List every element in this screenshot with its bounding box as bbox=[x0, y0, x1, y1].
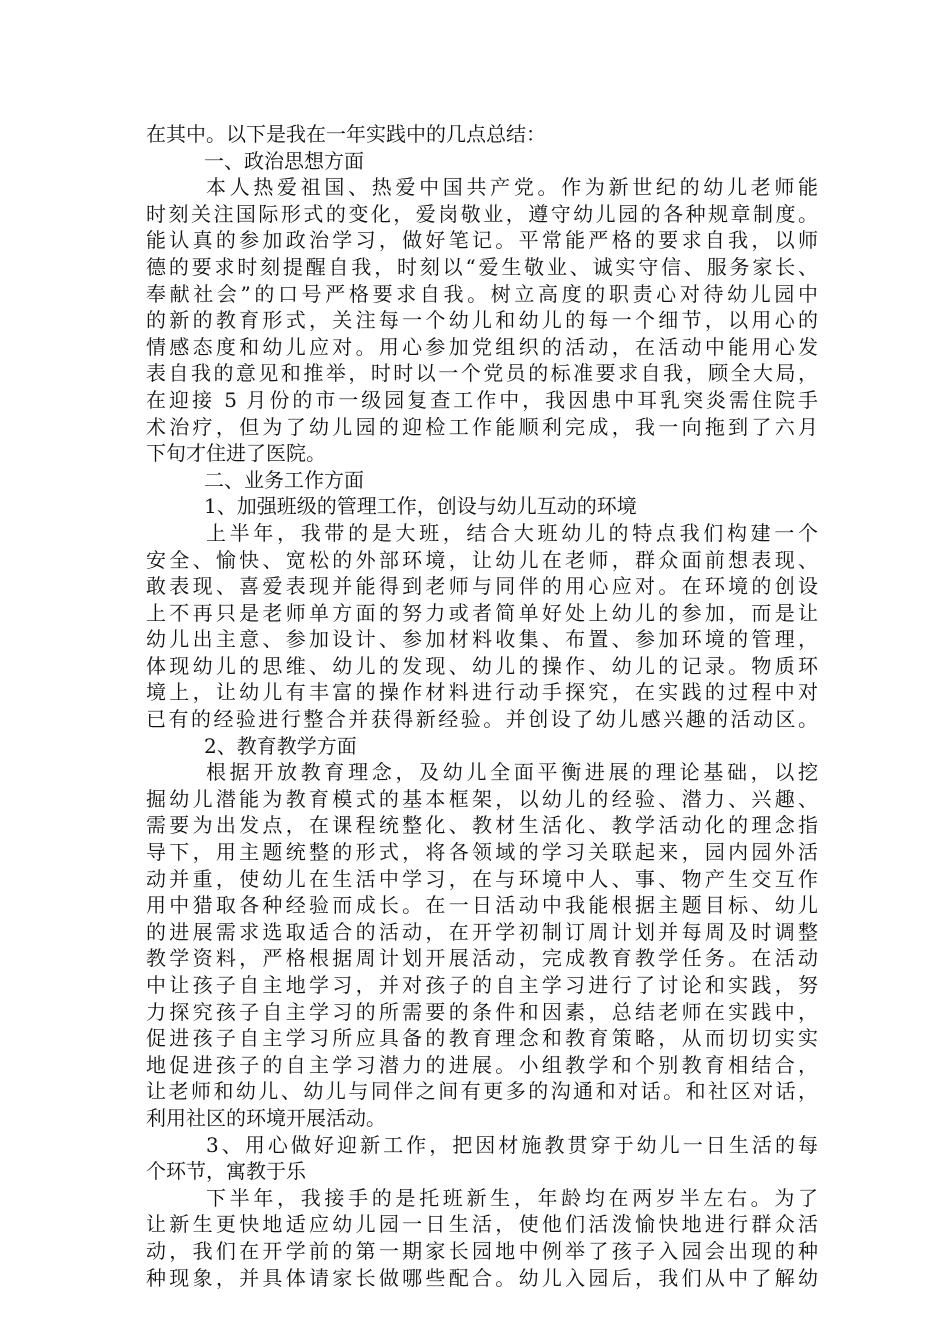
text-line: 境上，让幼儿有丰富的操作材料进行动手探究，在实践的过程中对 bbox=[146, 680, 818, 705]
text-line: 表自我的意见和推举，时时以一个党员的标准要求自我，顾全大局， bbox=[146, 361, 818, 386]
text-line: 掘幼儿潜能为教育模式的基本框架，以幼儿的经验、潜力、兴趣、 bbox=[146, 786, 818, 811]
text-line: 教学资料，严格根据周计划开展活动，完成教育教学任务。在活动 bbox=[146, 946, 818, 971]
text-line: 利用社区的环境开展活动。 bbox=[146, 1105, 386, 1130]
text-line: 敢表现、喜爱表现并能得到老师与同伴的用心应对。在环境的创设 bbox=[146, 574, 818, 599]
text-line: 一、政治思想方面 bbox=[204, 148, 364, 173]
text-line: 已有的经验进行整合并获得新经验。并创设了幼儿感兴趣的活动区。 bbox=[146, 707, 818, 732]
text-line: 体现幼儿的思维、幼儿的发现、幼儿的操作、幼儿的记录。物质环 bbox=[146, 653, 818, 678]
text-line: 让新生更快地适应幼儿园一日生活，使他们活泼愉快地进行群众活 bbox=[146, 1212, 818, 1237]
text-line: 的进展需求选取适合的活动，在开学初制订周计划并每周及时调整 bbox=[146, 919, 818, 944]
text-line: 在其中。以下是我在一年实践中的几点总结： bbox=[146, 122, 546, 146]
text-line: 奉献社会”的口号严格要求自我。树立高度的职责心对待幼儿园中 bbox=[146, 281, 818, 306]
text-line: 3、用心做好迎新工作，把因材施教贯穿于幼儿一日生活的每 bbox=[206, 1132, 818, 1157]
text-line: 时刻关注国际形式的变化，爱岗敬业，遵守幼儿园的各种规章制度。 bbox=[146, 201, 818, 226]
text-line: 能认真的参加政治学习，做好笔记。平常能严格的要求自我，以师 bbox=[146, 228, 818, 253]
text-line: 根据开放教育理念，及幼儿全面平衡进展的理论基础，以挖 bbox=[206, 760, 818, 785]
text-line: 上半年，我带的是大班，结合大班幼儿的特点我们构建一个 bbox=[206, 520, 818, 545]
text-line: 中让孩子自主地学习，并对孩子的自主学习进行了讨论和实践，努 bbox=[146, 973, 818, 997]
text-line: 二、业务工作方面 bbox=[204, 467, 364, 492]
text-line: 下旬才住进了医院。 bbox=[146, 441, 326, 466]
text-line: 地促进孩子的自主学习潜力的进展。小组教学和个别教育相结合， bbox=[146, 1052, 818, 1077]
text-line: 动并重，使幼儿在生活中学习，在与环境中人、事、物产生交互作 bbox=[146, 866, 818, 891]
document-body bbox=[146, 121, 818, 1291]
text-line: 术治疗，但为了幼儿园的迎检工作能顺利完成，我一向拖到了六月 bbox=[146, 414, 818, 439]
text-line: 德的要求时刻提醒自我，时刻以“爱生敬业、诚实守信、服务家长、 bbox=[146, 254, 818, 279]
text-line: 的新的教育形式，关注每一个幼儿和幼儿的每一个细节，以用心的 bbox=[146, 308, 818, 333]
text-line: 用中猎取各种经验而成长。在一日活动中我能根据主题目标、幼儿 bbox=[146, 893, 818, 918]
text-line: 安全、愉快、宽松的外部环境，让幼儿在老师，群众面前想表现、 bbox=[146, 547, 818, 572]
text-line: 1、加强班级的管理工作，创设与幼儿互动的环境 bbox=[204, 494, 637, 519]
text-line: 2、教育教学方面 bbox=[204, 733, 357, 758]
text-line: 需要为出发点，在课程统整化、教材生活化、教学活动化的理念指 bbox=[146, 813, 818, 838]
text-line: 情感态度和幼儿应对。用心参加党组织的活动，在活动中能用心发 bbox=[146, 334, 818, 359]
text-line: 促进孩子自主学习所应具备的教育理念和教育策略，从而切切实实 bbox=[146, 1026, 818, 1051]
text-line: 让老师和幼儿、幼儿与同伴之间有更多的沟通和对话。和社区对话， bbox=[146, 1079, 818, 1104]
text-line: 动，我们在开学前的第一期家长园地中例举了孩子入园会出现的种 bbox=[146, 1238, 818, 1263]
text-line: 种现象，并具体请家长做哪些配合。幼儿入园后，我们从中了解幼 bbox=[146, 1265, 818, 1290]
text-line: 幼儿出主意、参加设计、参加材料收集、布置、参加环境的管理， bbox=[146, 627, 818, 652]
text-line: 导下，用主题统整的形式，将各领域的学习关联起来，园内园外活 bbox=[146, 840, 818, 865]
text-line: 本人热爱祖国、热爱中国共产党。作为新世纪的幼儿老师能 bbox=[206, 175, 818, 200]
text-line: 下半年，我接手的是托班新生，年龄均在两岁半左右。为了 bbox=[206, 1185, 818, 1210]
text-line: 在迎接 5 月份的市一级园复查工作中，我因患中耳乳突炎需住院手 bbox=[146, 387, 818, 412]
text-line: 上不再只是老师单方面的努力或者简单好处上幼儿的参加，而是让 bbox=[146, 600, 818, 625]
text-line: 个环节，寓教于乐 bbox=[146, 1159, 306, 1184]
text-line: 力探究孩子自主学习的所需要的条件和因素，总结老师在实践中， bbox=[146, 999, 818, 1024]
